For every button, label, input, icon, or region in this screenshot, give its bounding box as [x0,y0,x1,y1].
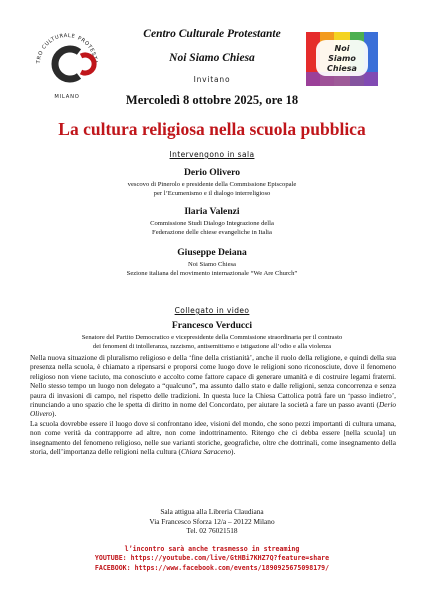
speaker-role-line: Federazione delle chiese evangeliche in Italia [152,229,272,236]
organizer-line-2: Noi Siamo Chiesa [169,52,255,64]
description-paragraph [30,353,396,419]
facebook-line [0,564,424,573]
event-title: La cultura religiosa nella scuola pubblica [58,119,366,139]
venue-line: Sala attigua alla Libreria Claudiana [160,507,264,516]
youtube-line [0,554,424,563]
facebook-link[interactable]: https://www.facebook.com/events/1890925675098179/ [134,563,330,572]
invite-label: Invitano [193,75,231,84]
svg-text:CENTRO CULTURALE PROTESTANTE [28,24,98,65]
section-heading-video [0,306,424,315]
speaker-role-line: Noi Siamo Chiesa [188,261,236,268]
speaker-role-line: vescovo di Pinerolo e presidente della Commissione Episcopale [127,181,297,188]
youtube-link[interactable]: https://youtube.com/live/GtHBi7KHZ7Q?feature=share [130,554,330,563]
section-heading-room [0,150,424,159]
nsc-logo-word-3: Chiesa [327,64,357,73]
youtube-label: YOUTUBE: [94,554,127,563]
facebook-label: FACEBOOK: [94,563,131,572]
nsc-logo-word-2: Siamo [328,54,356,63]
speaker-role-line: Senatore del Partito Democratico e vicepresidente della Commissione straordinaria per il contrasto [81,334,343,341]
organizer-line-1: Centro Culturale Protestante [143,28,281,40]
ccp-logo [28,24,106,102]
paragraph-end: ). [231,447,236,457]
video-speaker-role [20,333,404,351]
ccp-logo-text-bottom: MILANO [54,94,80,100]
streaming-note: l’incontro sarà anche trasmesso in streaming [124,545,300,553]
speaker-name: Derio Olivero [183,167,241,178]
section-heading-video-label: Collegato in video [174,306,250,315]
citation: Derio Olivero [30,400,396,419]
streaming-block [0,545,424,573]
speaker-role [40,260,384,278]
speaker-role-line: dei fenomeni di intolleranza, razzismo, antisemitismo e istigazione all’odio e alla violenza [92,343,332,350]
speaker-role-line: per l’Ecumenismo e il dialogo interreligioso [153,190,271,197]
description-paragraph [30,419,396,457]
video-speaker-name: Francesco Verducci [171,320,253,331]
event-date: Mercoledì 8 ottobre 2025, ore 18 [125,93,299,107]
ccp-logo-graphic [28,24,106,102]
speaker-name: Giuseppe Deiana [177,247,247,258]
section-heading-room-label: Intervengono in sala [169,150,255,159]
speaker-role [40,180,384,198]
speaker-role [40,219,384,237]
venue-address: Via Francesco Sforza 12/a – 20122 Milano [149,516,275,526]
venue-phone: Tel. 02 76021518 [186,526,238,536]
citation: Chiara Saraceno [180,447,232,457]
paragraph-text: La scuola dovrebbe essere il luogo dove si confrontano idee, visioni del mondo, che sono pezzi importanti di cultura umana, non come verità da contrapporre ad altre, non come indottrinamento. Ritengo che ci debba essere [nella scuola] un insegnamento del fenomeno religioso, nelle sue varianti storiche, geografiche, oltre che dottrinali, come insegnamento della storia, dell’importanza delle religioni nella cultura ( [30,418,396,457]
paragraph-end: ). [52,409,57,419]
paragraph-text: Nella nuova situazione di pluralismo religioso e della ‘fine della cristianità’, anche il ruolo della religione, e quindi della sua presenza nella scuola, è chiamato a ripensarsi e proporsi come luogo dove le religioni sono riconosciute, dove il fenomeno religioso non viene taciuto, ma conosciuto e accolto come fattore capace di generare umanità e di costruire legami fraterni. Nello stesso tempo un luogo non delegato a “qualcuno”, ma assunto dallo stato e dalle religioni, senza concorrenza e senza paura di invasioni di campo, nel rispetto delle tradizioni. In questa luce la Chiesa Cattolica potrà fare un ‘passo indietro’, rinunciando a uno spazio che le spetta di diritto in nome del Concordato, per aiutare la società a fare un passo avanti ( [30,353,396,410]
venue-block [0,507,424,536]
event-description [30,353,396,456]
speaker-role-line: Commissione Studi Dialogo Integrazione della [150,220,274,227]
ccp-logo-text-top: TRO CULTURALE PROTESTA [35,32,99,65]
speaker-name: Ilaria Valenzi [184,206,240,217]
nsc-logo-word-1: Noi [334,44,350,53]
speaker-role-line: Sezione italiana del movimento internazionale “We Are Church” [126,270,298,277]
